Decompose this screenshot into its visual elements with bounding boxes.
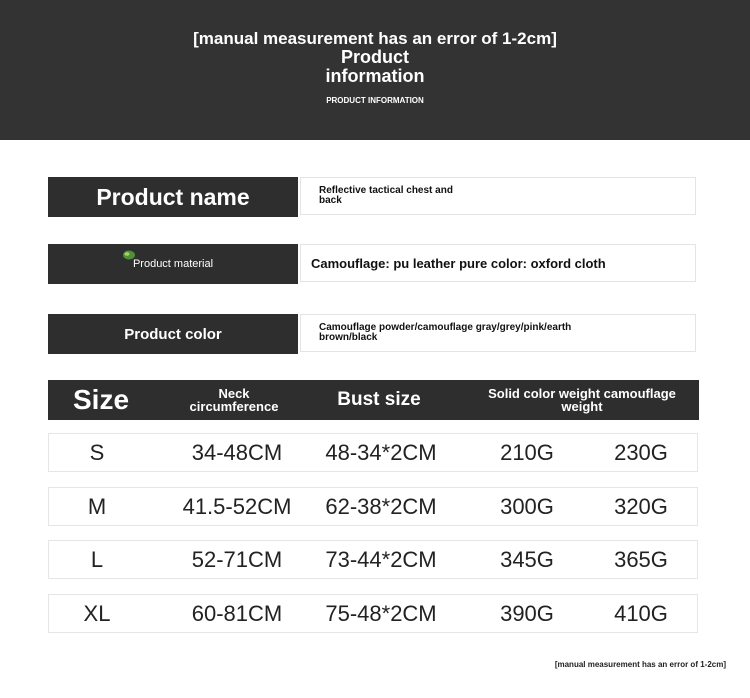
table-row xyxy=(48,540,698,579)
table-row xyxy=(48,487,698,526)
size-column-header: Size xyxy=(72,384,130,415)
footer-measurement-note: [manual measurement has an error of 1-2cm] xyxy=(554,660,726,669)
neck-column-header: Neck circumference xyxy=(189,386,279,414)
camo-weight-cell: 320G xyxy=(614,493,668,519)
solid-weight-cell: 210G xyxy=(500,439,554,465)
bust-cell: 73-44*2CM xyxy=(325,546,437,572)
measurement-note: [manual measurement has an error of 1-2cm] xyxy=(193,29,557,48)
product-material-label xyxy=(48,244,298,284)
product-name-label: Product name xyxy=(48,177,298,217)
bust-cell: 48-34*2CM xyxy=(325,439,437,465)
info-row-name xyxy=(48,177,698,217)
size-table-header xyxy=(48,380,699,420)
size-cell: L xyxy=(90,546,104,572)
header-banner xyxy=(0,0,750,140)
solid-weight-cell: 300G xyxy=(500,493,554,519)
weight-column-header: Solid color weight camouflage weight xyxy=(488,386,676,414)
bust-column-header: Bust size xyxy=(337,389,421,410)
neck-cell: 34-48CM xyxy=(191,439,283,465)
camo-weight-cell: 410G xyxy=(614,600,668,626)
bust-cell: 62-38*2CM xyxy=(325,493,437,519)
bust-cell: 75-48*2CM xyxy=(325,600,437,626)
table-row xyxy=(48,433,698,472)
product-color-value: Camouflage powder/camouflage gray/grey/pink/earth brown/black xyxy=(300,314,696,352)
neck-cell: 52-71CM xyxy=(191,546,283,572)
table-row xyxy=(48,594,698,633)
info-row-color xyxy=(48,314,698,354)
product-color-label: Product color xyxy=(48,314,298,354)
size-cell: S xyxy=(89,439,105,465)
camo-weight-cell: 230G xyxy=(614,439,668,465)
camo-weight-cell: 365G xyxy=(614,546,668,572)
leaf-icon xyxy=(122,249,136,261)
info-row-material xyxy=(48,244,698,284)
product-material-value: Camouflage: pu leather pure color: oxford cloth xyxy=(300,244,696,282)
title-line-2: information xyxy=(325,66,425,86)
product-name-value: Reflective tactical chest and back xyxy=(300,177,696,215)
page-title xyxy=(0,48,750,86)
title-line-1: Product xyxy=(340,47,409,67)
size-cell: M xyxy=(87,493,107,519)
product-material-label-text: Product material xyxy=(132,258,214,270)
neck-cell: 60-81CM xyxy=(191,600,283,626)
solid-weight-cell: 345G xyxy=(500,546,554,572)
size-cell: XL xyxy=(83,600,111,626)
solid-weight-cell: 390G xyxy=(500,600,554,626)
neck-cell: 41.5-52CM xyxy=(182,493,292,519)
page-subtitle: PRODUCT INFORMATION xyxy=(326,96,424,105)
